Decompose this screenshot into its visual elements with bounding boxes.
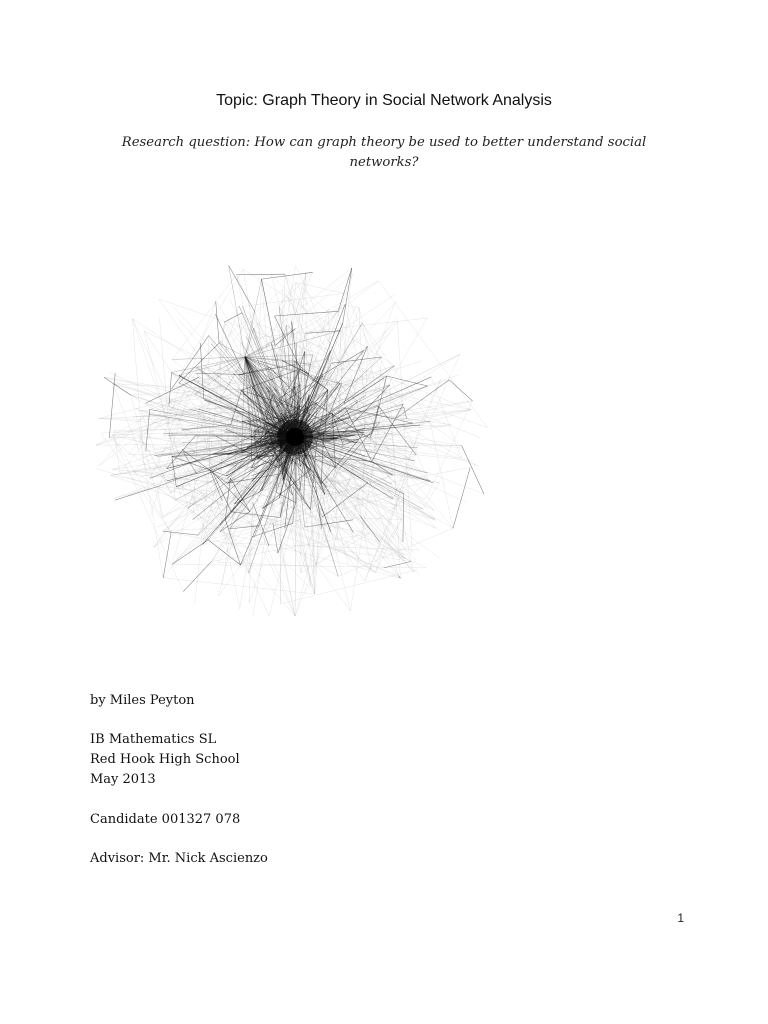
network-faint-edge	[157, 487, 175, 500]
network-edge	[172, 540, 208, 564]
network-edge	[224, 313, 242, 322]
page-number: 1	[677, 911, 684, 925]
network-edge	[262, 279, 276, 345]
network-edge	[229, 266, 255, 312]
network-faint-edge	[172, 275, 236, 360]
network-faint-edge	[259, 526, 295, 616]
network-faint-edge	[101, 433, 171, 532]
research-question-line-2: networks?	[349, 155, 419, 170]
candidate-line: Candidate 001327 078	[90, 812, 241, 827]
network-edge	[396, 380, 449, 418]
network-faint-edge	[250, 512, 401, 579]
network-faint-edge	[211, 533, 369, 561]
network-edge	[115, 487, 157, 501]
author-line: by Miles Peyton	[90, 693, 195, 708]
network-faint-edge	[111, 475, 309, 545]
course-line: IB Mathematics SL	[90, 732, 217, 747]
network-edge	[183, 562, 211, 592]
network-faint-edge	[112, 435, 171, 533]
network-edge	[449, 380, 472, 401]
network-cluster-edge	[172, 357, 245, 372]
research-question-line-1: Research question: How can graph theory be used to better understand social	[121, 135, 647, 150]
network-faint-edge	[279, 282, 296, 306]
network-faint-edge	[316, 565, 350, 611]
network-faint-edge	[345, 305, 359, 308]
social-network-graph-icon	[90, 222, 510, 622]
network-faint-edge	[304, 441, 419, 550]
network-faint-edge	[323, 376, 436, 521]
network-faint-edge	[423, 483, 440, 509]
network-edge	[273, 523, 278, 553]
network-faint-edge	[112, 435, 183, 592]
network-faint-edge	[420, 380, 441, 425]
advisor-line: Advisor: Mr. Nick Ascienzo	[90, 851, 268, 866]
network-faint-edge	[242, 293, 344, 306]
research-question	[110, 133, 658, 173]
network-faint-edge	[218, 563, 311, 566]
network-edge	[453, 467, 470, 528]
network-cluster-edge	[229, 266, 245, 358]
network-edge	[404, 408, 407, 420]
date-line: May 2013	[90, 772, 156, 787]
network-faint-edge	[132, 319, 143, 458]
network-faint-edge	[275, 305, 345, 346]
network-faint-edge	[280, 570, 417, 604]
network-edge	[163, 533, 171, 578]
network-core	[277, 419, 313, 455]
network-core-center	[286, 428, 304, 446]
page-title: Topic: Graph Theory in Social Network Analysis	[216, 92, 552, 109]
network-edge	[150, 454, 213, 478]
school-line: Red Hook High School	[90, 752, 240, 767]
network-faint-edge	[250, 321, 330, 351]
network-faint-edge	[163, 578, 315, 594]
network-edge	[379, 406, 417, 455]
network-faint-edge	[430, 354, 460, 421]
network-faint-edge	[167, 481, 399, 576]
network-faint-edge	[157, 487, 163, 518]
